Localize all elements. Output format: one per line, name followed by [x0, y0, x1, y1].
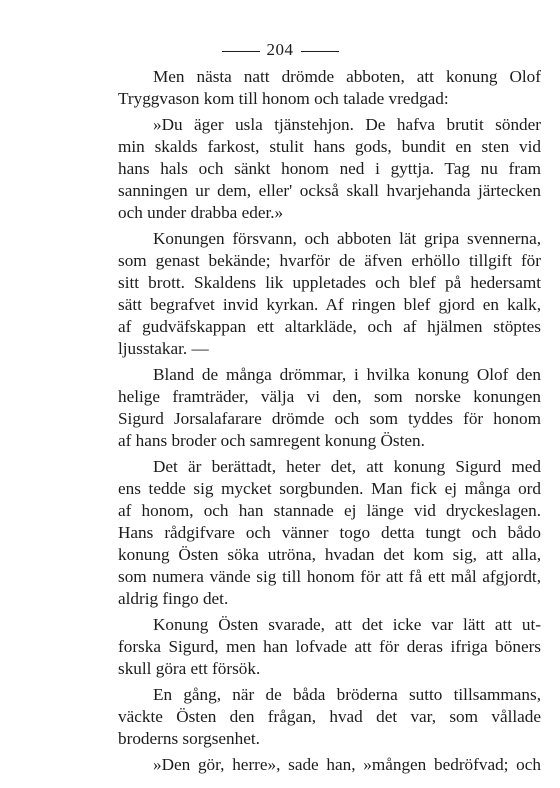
text-line: sätt begrafvet invid kyrkan. Af ringen blef gjord en kalk,	[118, 295, 541, 314]
paragraph	[118, 66, 541, 110]
text-line: aldrig fingo det.	[118, 589, 229, 608]
text-line: och under drabba eder.»	[118, 203, 284, 222]
text-line: broderns sorgsenhet.	[118, 729, 260, 748]
text-line: Hans rådgifvare och vänner togo detta tungt och bådo	[118, 523, 541, 542]
paragraph	[118, 364, 541, 452]
text-line: af honom, och han stannade ej länge vid dryckeslagen.	[118, 501, 541, 520]
text-line: Konung Östen svarade, att det icke var lätt att ut-	[153, 615, 541, 634]
text-line: sanningen ur dem, eller' också skall hvarjehanda järtecken	[118, 181, 541, 200]
text-line: af hans broder och samregent konung Östen.	[118, 431, 425, 450]
text-line: ens tedde sig mycket sorgbunden. Man fick ej många ord	[118, 479, 541, 498]
text-line: Konungen försvann, och abboten lät gripa svennerna,	[153, 229, 541, 248]
paragraph	[118, 684, 541, 750]
page-number: 204	[266, 40, 294, 59]
text-line: af gudväfskappan ett altarkläde, och af hjälmen stöptes	[118, 317, 541, 336]
text-line: Sigurd Jorsalafarare drömde och som tyddes för honom	[118, 409, 541, 428]
text-line: skull göra ett försök.	[118, 659, 261, 678]
text-line: väckte Östen den frågan, hvad det var, som vållade	[118, 707, 541, 726]
text-line: »Du äger usla tjänstehjon. De hafva brutit sönder	[153, 115, 541, 134]
paragraph	[118, 114, 541, 224]
text-line: konung Östen söka utröna, hvadan det kom sig, att alla,	[118, 545, 541, 564]
header-rule-left	[222, 51, 260, 52]
text-line: »Den gör, herre», sade han, »mången bedröfvad; och	[153, 755, 541, 774]
text-line: ljusstakar. —	[118, 339, 209, 358]
text-line: min skalds farkost, stulit hans gods, bundit en sten vid	[118, 137, 541, 156]
body-text	[118, 66, 541, 780]
text-line: Bland de många drömmar, i hvilka konung Olof den	[153, 365, 541, 384]
header-rule-right	[301, 51, 339, 52]
text-line: En gång, när de båda bröderna sutto tillsammans,	[153, 685, 541, 704]
text-line: forska Sigurd, men han lofvade att för deras ifriga böners	[118, 637, 541, 656]
paragraph	[118, 456, 541, 610]
paragraph	[118, 614, 541, 680]
text-line: sitt brott. Skaldens lik uppletades och blef på hedersamt	[118, 273, 541, 292]
paragraph	[118, 754, 541, 776]
page-header	[0, 40, 560, 60]
text-line: som genast bekände; hvarför de äfven erhöllo tillgift för	[118, 251, 541, 270]
text-line: Det är berättadt, heter det, att konung Sigurd med	[153, 457, 541, 476]
paragraph	[118, 228, 541, 360]
text-line: Tryggvason kom till honom och talade vredgad:	[118, 89, 449, 108]
text-line: som numera vände sig till honom för att få ett mål afgjordt,	[118, 567, 541, 586]
text-line: helige framträder, välja vi den, som norske konungen	[118, 387, 541, 406]
text-line: Men nästa natt drömde abboten, att konung Olof	[153, 67, 541, 86]
text-line: hans hals och sänkt honom ned i gyttja. Tag nu fram	[118, 159, 541, 178]
